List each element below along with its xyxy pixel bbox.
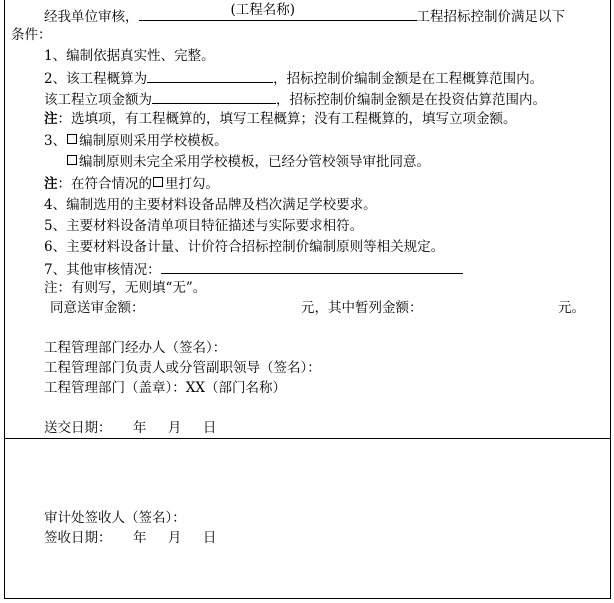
item-6: 6、主要材料设备计量、计价符合招标控制价编制原则等相关规定。 (44, 239, 445, 255)
note-1-label: 注 (44, 111, 58, 127)
intro-lead: 经我单位审核， (44, 9, 139, 25)
item-2-tail: ，招标控制价编制金额是在工程概算范围内。 (273, 71, 544, 87)
item-3-option-2 (66, 152, 430, 172)
item-2b-lead: 该工程立项金额为 (44, 92, 152, 108)
project-amount-field[interactable] (152, 88, 276, 104)
intro-line (44, 2, 565, 27)
option-2-label: 编制原则未完全采用学校模板，已经分管校领导审批同意。 (79, 154, 430, 170)
item-3-lead: 3、 (44, 133, 67, 149)
item-2-lead: 2、该工程概算为 (44, 71, 148, 87)
project-name-placeholder: (工程名称) (230, 2, 296, 18)
audit-receiver: 审计处签收人（签名）： (44, 510, 186, 526)
item-3 (44, 131, 228, 151)
agreed-unit: 元 (301, 300, 315, 316)
option-1-checkbox[interactable] (67, 134, 77, 144)
item-7 (44, 258, 463, 280)
agreed-amount-unit (301, 298, 423, 318)
note-2-label: 注 (44, 176, 58, 192)
item-1: 1、编制依据真实性、完整。 (44, 48, 215, 64)
item-4: 4、编制选用的主要材料设备品牌及档次满足学校要求。 (44, 197, 377, 213)
leader-signature: 工程管理部门负责人或分管副职领导（签名）： (44, 360, 321, 376)
intro-tail: 工程招标控制价满足以下 (416, 9, 565, 25)
project-name-field[interactable] (139, 2, 417, 21)
submit-date: 送交日期： 年 月 日 (44, 420, 217, 436)
manager-signature: 工程管理部门经办人（签名）： (44, 340, 227, 356)
note-1-text: ：选填项，有工程概算的，填写工程概算；没有工程概算的，填写立项金额。 (57, 111, 517, 127)
department-seal: 工程管理部门（盖章）：XX（部门名称） (44, 380, 286, 396)
receive-date: 签收日期： 年 月 日 (44, 530, 217, 546)
option-2-checkbox[interactable] (67, 155, 77, 165)
item-2b-tail: ，招标控制价编制金额是在投资估算范围内。 (276, 92, 546, 108)
budget-amount-field[interactable] (147, 67, 273, 83)
other-review-field[interactable] (161, 258, 463, 274)
provisional-label: ，其中暂列金额： (314, 300, 423, 316)
note-1 (44, 109, 517, 129)
note-3: 注：有则写，无则填“无”。 (44, 280, 207, 296)
note-2 (44, 174, 219, 194)
item-5: 5、主要材料设备清单项目特征描述与实际要求相符。 (44, 218, 364, 234)
checkbox-sample-icon (153, 177, 163, 187)
note-2-text-a: ：在符合情况的 (57, 176, 152, 192)
note-2-text-b: 里打勾。 (165, 176, 219, 192)
section-divider (4, 438, 610, 439)
agreed-amount-label: 同意送审金额： (50, 300, 145, 316)
item-2 (44, 67, 543, 89)
provisional-unit: 元。 (558, 300, 585, 316)
option-1-label: 编制原则采用学校模板。 (79, 133, 228, 149)
intro-continuation: 条件： (11, 27, 52, 43)
item-2b (44, 88, 546, 110)
item-7-label: 7、其他审核情况： (44, 262, 161, 278)
